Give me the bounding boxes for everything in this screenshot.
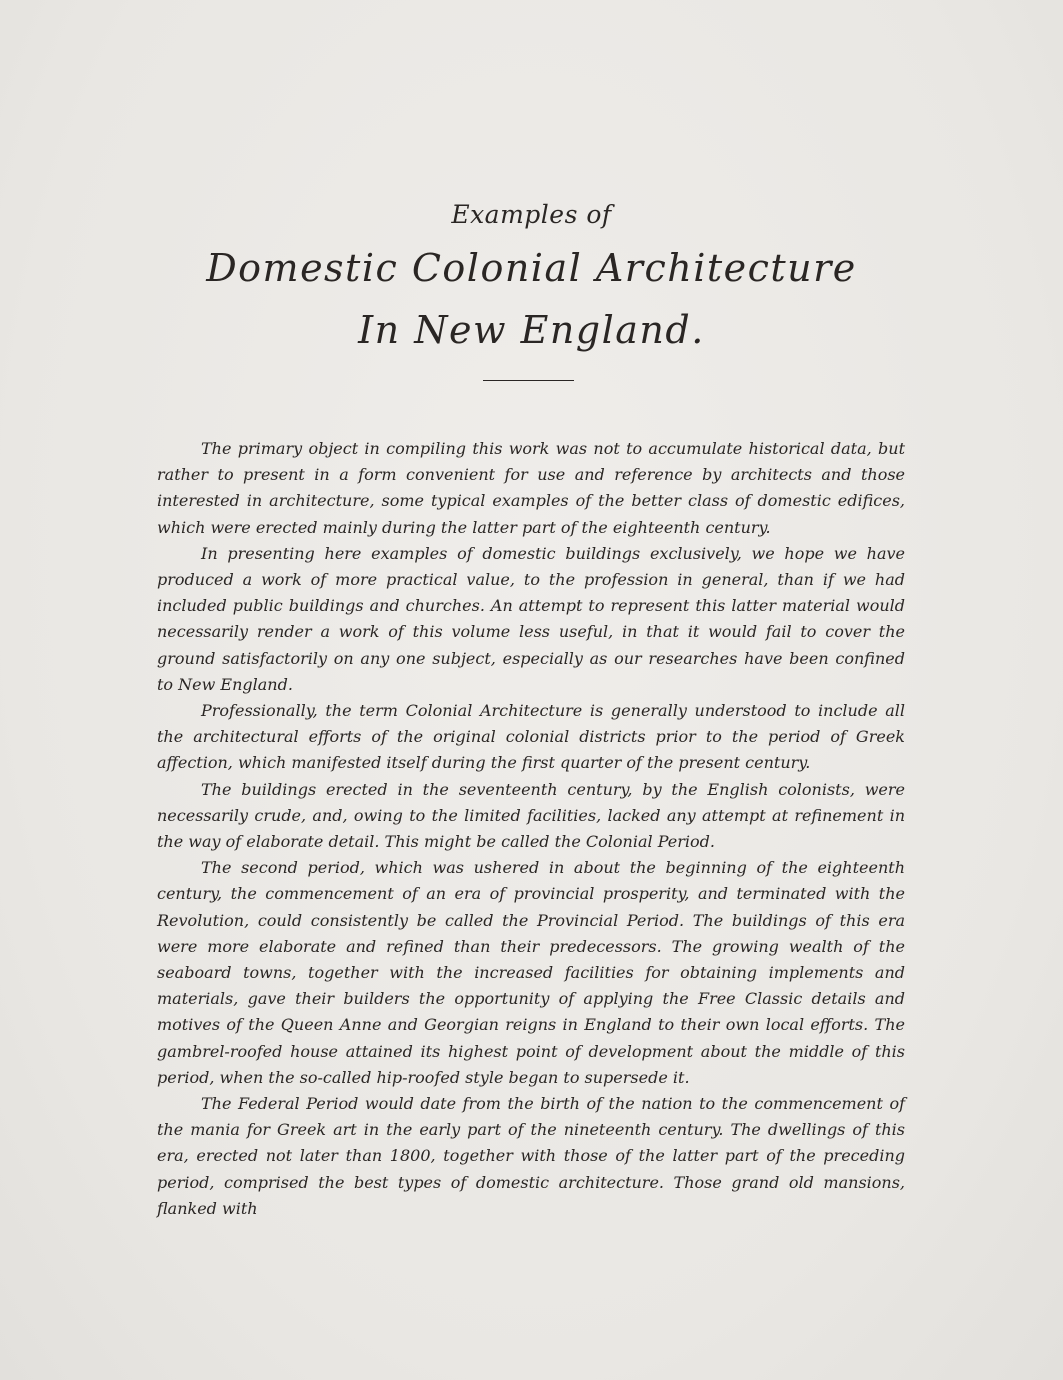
paragraph: The Federal Period would date from the birth of the nation to the commencement of the mania for Greek art in the early part of the nineteenth century. The dwellings of this era, erected not later than 1800, together with those of the latter part of the preceding period, comprised the best types of domestic architecture. Those grand old mansions, flanked with [157,1094,905,1218]
title-block [0,195,1063,361]
paragraph: Professionally, the term Colonial Architecture is generally understood to include all the architectural efforts of the original colonial districts prior to the period of Greek affection, which manifested itself during the first quarter of the present century. [157,701,905,773]
paragraph: The primary object in compiling this work was not to accumulate historical data, but rather to present in a form convenient for use and reference by architects and those interested in architecture, some typical examples of the better class of domestic edifices, which were erected mainly during the latter part of the eighteenth century. [157,439,905,537]
paragraph: In presenting here examples of domestic buildings exclusively, we hope we have produced a work of more practical value, to the profession in general, than if we had included public buildings and churches. An attempt to represent this latter material would necessarily render a work of this volume less useful, in that it would fail to cover the ground satisfactorily on any one subject, especially as our researches have been confined to New England. [157,543,905,694]
title-line-examples-of: Examples of [451,200,612,229]
title-line-domestic-colonial-architecture: Domestic Colonial Architecture [206,246,857,290]
title-line-in-new-england: In New England. [358,308,705,352]
title-divider [483,380,574,381]
paragraph: The buildings erected in the seventeenth century, by the English colonists, were necessarily crude, and, owing to the limited facilities, lacked any attempt at refinement in the way of elaborate detail. This might be called the Colonial Period. [157,779,905,852]
paragraph: The second period, which was ushered in about the beginning of the eighteenth century, the commencement of an era of provincial prosperity, and terminated with the Revolution, could consistently be called the Provincial Period. The buildings of this era were more elaborate and refined than their predecessors. The growing wealth of the seaboard towns, together with the increased facilities for obtaining implements and materials, gave their builders the opportunity of applying the Free Classic details and motives of the Queen Anne and Georgian reigns in England to their own local efforts. The gambrel-roofed house attained its highest point of development about the middle of this period, when the so-called hip-roofed style began to supersede it. [157,858,905,1087]
body-text [157,436,905,1222]
